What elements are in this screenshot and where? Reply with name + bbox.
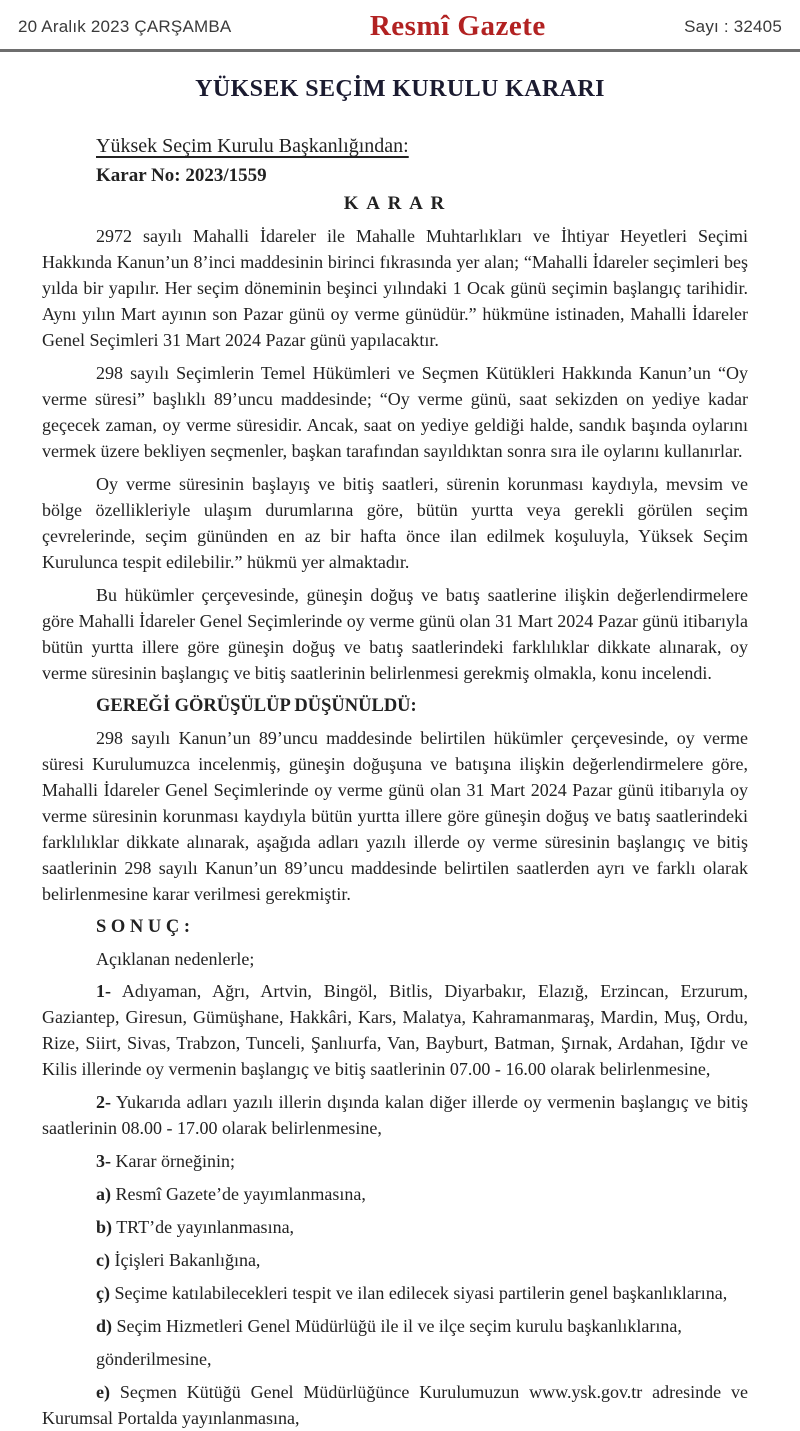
decision-number: Karar No: 2023/1559 [96, 165, 267, 186]
issue-number: Sayı : 32405 [684, 16, 782, 36]
gazette-header [0, 0, 800, 52]
list-item-text: İçişleri Bakanlığına, [109, 1250, 261, 1270]
list-item [42, 1379, 748, 1431]
list-item-marker: 3- [96, 1151, 111, 1171]
list-item-marker: c) [96, 1250, 110, 1270]
sonuc-intro: Açıklanan nedenlerle; [96, 949, 255, 969]
geregi-heading: GEREĞİ GÖRÜŞÜLÜP DÜŞÜNÜLDÜ: [96, 696, 417, 716]
paragraph: 298 sayılı Seçimlerin Temel Hükümleri ve Seçmen Kütükleri Hakkında Kanun’un “Oy verme süresi” başlıklı 89’uncu maddesinde; “Oy verme günü, saat sekizden on yediye kadar geçecek zaman, oy verme süresidir. Ancak, saat on yediye geldiği halde, sandık başında oylarını vermek üzere bekliyen seçmenler, başkan tarafından sayıldıktan sonra sıra ile oylarını kullanırlar. [42, 363, 748, 461]
list-item-text: Adıyaman, Ağrı, Artvin, Bingöl, Bitlis, Diyarbakır, Elazığ, Erzincan, Erzurum, Gaziantep, Giresun, Gümüşhane, Hakkâri, Kars, Malatya, Kahramanmaraş, Mardin, Muş, Ordu, Rize, Siirt, Sivas, Trabzon, Tunceli, Şanlıurfa, Van, Bayburt, Batman, Şırnak, Ardahan, Iğdır ve Kilis illerinde oy vermenin başlangıç ve bitiş saatlerinin 07.00 - 16.00 olarak belirlenmesine, [42, 981, 748, 1079]
list-item-marker: 1- [96, 981, 111, 1001]
list-item [42, 1089, 748, 1141]
sonuc-heading: S O N U Ç : [96, 917, 191, 937]
list-item-marker: ç) [96, 1283, 110, 1303]
karar-heading: K A R A R [343, 193, 447, 214]
decision-body [0, 133, 800, 1431]
list-item [42, 978, 748, 1082]
geregi-paragraph: 298 sayılı Kanun’un 89’uncu maddesinde belirtilen hükümler çerçevesinde, oy verme süresi Kurulumuzca incelenmiş, güneşin doğuşuna ve batışına ilişkin değerlendirmelere göre, Mahalli İdareler Genel Seçimlerinde oy verme günü olan 31 Mart 2024 Pazar günü itibarıyla oy verme süresinin korunması kaydıyla bütün yurtta illere göre güneşin doğuş ve batış saatlerindeki farklılıklar dikkate alınarak, aşağıda adları yazılı illerde oy verme süresinin başlangıç ve bitiş saatlerinin 298 sayılı Kanun’un 89’uncu maddesinde belirtilen saatlerden ayrı ve farklı olarak belirlenmesine karar verilmesi gerekmiştir. [42, 728, 748, 904]
page-title: YÜKSEK SEÇİM KURULU KARARI [195, 76, 605, 102]
paragraph: Oy verme süresinin başlayış ve bitiş saatleri, sürenin korunması kaydıyla, mevsim ve bölge özellikleriyle ulaşım durumlarına göre, bütün yurtta veya gerekli görülen seçim çevrelerinde, seçim gününden en az bir hafta önce ilan edilmek koşuluyla, Yüksek Seçim Kurulunca tespit edilebilir.” hükmü yer almaktadır. [42, 474, 748, 572]
list-item-text: gönderilmesine, [96, 1349, 212, 1369]
list-item-text: Seçim Hizmetleri Genel Müdürlüğü ile il ve ilçe seçim kurulu başkanlıklarına, [112, 1316, 682, 1336]
list-item [42, 1148, 748, 1174]
issuing-authority-line: Yüksek Seçim Kurulu Başkanlığından: [96, 135, 409, 157]
list-item-marker: a) [96, 1184, 111, 1204]
list-item-text: Seçime katılabilecekleri tespit ve ilan edilecek siyasi partilerin genel başkanlıklarına, [109, 1283, 728, 1303]
list-item-continuation [42, 1346, 748, 1372]
list-item-text: Yukarıda adları yazılı illerin dışında kalan diğer illerde oy vermenin başlangıç ve bitiş saatlerinin 08.00 - 17.00 olarak belirlenmesine, [42, 1092, 748, 1138]
list-item-marker: d) [96, 1316, 113, 1336]
list-item [42, 1247, 748, 1273]
gazette-date: 20 Aralık 2023 ÇARŞAMBA [18, 16, 232, 36]
list-item-text: Karar örneğinin; [111, 1151, 235, 1171]
list-item [42, 1181, 748, 1207]
list-item-marker: 2- [96, 1092, 111, 1112]
list-item [42, 1313, 748, 1339]
list-item-text: Seçmen Kütüğü Genel Müdürlüğünce Kurulumuzun www.ysk.gov.tr adresinde ve Kurumsal Portalda yayınlanmasına, [42, 1382, 748, 1428]
masthead: Resmî Gazete [369, 10, 546, 42]
list-item-marker: b) [96, 1217, 113, 1237]
list-item-marker: e) [96, 1382, 110, 1402]
paragraph: Bu hükümler çerçevesinde, güneşin doğuş ve batış saatlerine ilişkin değerlendirmelere göre Mahalli İdareler Genel Seçimlerinde oy verme günü olan 31 Mart 2024 Pazar günü itibarıyla bütün yurtta illere göre güneşin doğuş ve batış saatlerindeki farklılıklar dikkate alınarak, oy verme süresinin başlangıç ve bitiş saatlerinin belirlenmesi gerekmiş olmakla, konu incelendi. [42, 585, 748, 683]
list-item-text: Resmî Gazete’de yayımlanmasına, [111, 1184, 366, 1204]
list-item [42, 1280, 748, 1306]
list-item-text: TRT’de yayınlanmasına, [112, 1217, 295, 1237]
paragraph: 2972 sayılı Mahalli İdareler ile Mahalle Muhtarlıkları ve İhtiyar Heyetleri Seçimi Hakkında Kanun’un 8’inci maddesinin birinci fıkrasında yer alan; “Mahalli İdareler seçimleri beş yılda bir yapılır. Her seçim döneminin beşinci yılındaki 1 Ocak günü seçimin başlangıç tarihidir. Aynı yılın Mart ayının son Pazar günü oy verme günüdür.” hükmüne istinaden, Mahalli İdareler Genel Seçimleri 31 Mart 2024 Pazar günü yapılacaktır. [42, 226, 748, 350]
list-item [42, 1214, 748, 1240]
